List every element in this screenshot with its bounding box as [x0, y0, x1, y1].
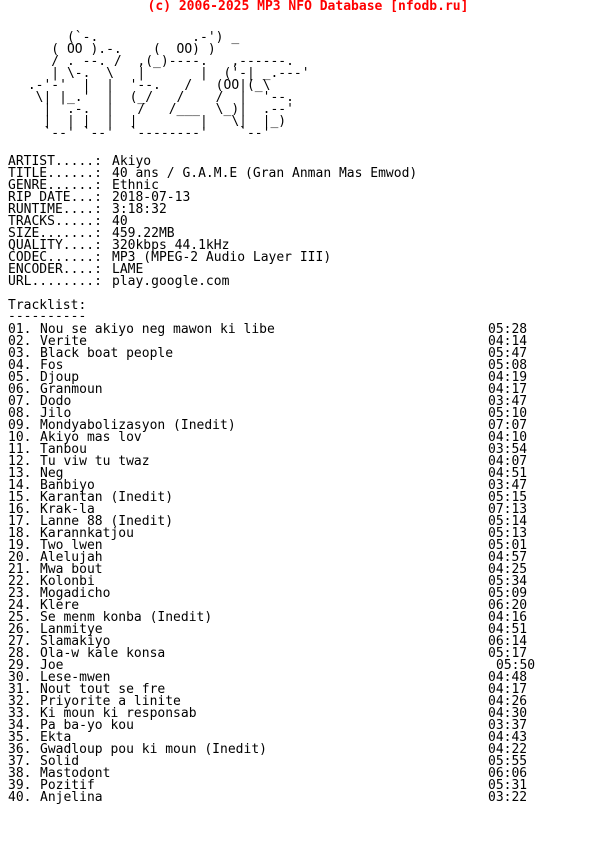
track-title: Alelujah [40, 550, 103, 565]
track-duration: 06:20 [488, 598, 528, 613]
info-key: ARTIST.....: [8, 154, 102, 169]
track-duration: 05:01 [488, 538, 528, 553]
track-duration: 04:51 [488, 466, 528, 481]
track-row [8, 348, 548, 360]
info-key: SIZE.......: [8, 226, 102, 241]
track-number: 08. [8, 406, 32, 421]
info-block [8, 156, 417, 288]
track-title: Slamakiyo [40, 634, 111, 649]
track-row [8, 456, 548, 468]
track-duration: 04:16 [488, 610, 528, 625]
info-value: 40 ans / G.A.M.E (Gran Anman Mas Emwod) [112, 166, 418, 181]
track-title: Banbiyo [40, 478, 95, 493]
track-duration: 04:19 [488, 370, 528, 385]
track-number: 10. [8, 430, 32, 445]
track-duration: 04:14 [488, 334, 528, 349]
track-number: 21. [8, 562, 32, 577]
track-duration: 04:30 [488, 706, 528, 721]
track-title: Mondyabolizasyon (Inedit) [40, 418, 236, 433]
track-row [8, 792, 548, 804]
track-title: Dodo [40, 394, 72, 409]
info-value: 40 [112, 214, 128, 229]
track-title: Nout tout se fre [40, 682, 166, 697]
track-title: Karantan (Inedit) [40, 490, 174, 505]
track-title: Lese-mwen [40, 670, 111, 685]
track-number: 17. [8, 514, 32, 529]
track-duration: 07:13 [488, 502, 528, 517]
track-number: 04. [8, 358, 32, 373]
track-title: Ki moun ki responsab [40, 706, 197, 721]
track-title: Solid [40, 754, 80, 769]
track-number: 39. [8, 778, 32, 793]
track-number: 09. [8, 418, 32, 433]
track-title: Joe [40, 658, 64, 673]
track-duration: 04:48 [488, 670, 528, 685]
track-duration: 04:51 [488, 622, 528, 637]
track-duration: 05:50 [496, 658, 536, 673]
track-duration: 05:09 [488, 586, 528, 601]
track-duration: 04:17 [488, 382, 528, 397]
info-key: ENCODER....: [8, 262, 102, 277]
track-duration: 05:17 [488, 646, 528, 661]
track-number: 37. [8, 754, 32, 769]
track-title: Krak-la [40, 502, 95, 517]
info-key: URL........: [8, 274, 102, 289]
track-number: 11. [8, 442, 32, 457]
info-key: TITLE......: [8, 166, 102, 181]
track-title: Priyorite a linite [40, 694, 181, 709]
track-number: 27. [8, 634, 32, 649]
tracklist [8, 324, 548, 804]
track-number: 03. [8, 346, 32, 361]
track-title: Black boat people [40, 346, 174, 361]
track-duration: 05:15 [488, 490, 528, 505]
info-value: 3:18:32 [112, 202, 167, 217]
track-number: 36. [8, 742, 32, 757]
info-key: GENRE......: [8, 178, 102, 193]
info-value: Ethnic [112, 178, 159, 193]
track-duration: 05:47 [488, 346, 528, 361]
track-title: Fos [40, 358, 64, 373]
track-number: 14. [8, 478, 32, 493]
track-title: Klere [40, 598, 80, 613]
track-duration: 03:47 [488, 394, 528, 409]
track-duration: 05:55 [488, 754, 528, 769]
info-key: RIP DATE...: [8, 190, 102, 205]
track-duration: 04:25 [488, 562, 528, 577]
track-number: 38. [8, 766, 32, 781]
track-title: Granmoun [40, 382, 103, 397]
track-duration: 05:34 [488, 574, 528, 589]
tracklist-divider: ---------- [8, 309, 87, 324]
track-duration: 05:31 [488, 778, 528, 793]
track-number: 28. [8, 646, 32, 661]
track-number: 26. [8, 622, 32, 637]
info-row [8, 276, 417, 288]
track-title: Pozitif [40, 778, 95, 793]
track-number: 02. [8, 334, 32, 349]
track-title: Djoup [40, 370, 80, 385]
track-title: Jilo [40, 406, 72, 421]
track-number: 07. [8, 394, 32, 409]
track-number: 33. [8, 706, 32, 721]
track-title: Pa ba-yo kou [40, 718, 134, 733]
track-duration: 07:07 [488, 418, 528, 433]
nfo-banner: (c) 2006-2025 MP3 NFO Database [nfodb.ru] [147, 0, 469, 14]
track-number: 12. [8, 454, 32, 469]
track-duration: 04:57 [488, 550, 528, 565]
track-row [8, 324, 548, 336]
track-title: Verite [40, 334, 87, 349]
track-title: Mastodont [40, 766, 111, 781]
track-row [8, 432, 548, 444]
info-key: TRACKS.....: [8, 214, 102, 229]
track-number: 31. [8, 682, 32, 697]
track-number: 22. [8, 574, 32, 589]
track-number: 23. [8, 586, 32, 601]
track-number: 15. [8, 490, 32, 505]
info-value: play.google.com [112, 274, 230, 289]
track-number: 29. [8, 658, 32, 673]
track-title: Ekta [40, 730, 72, 745]
track-number: 35. [8, 730, 32, 745]
track-duration: 03:54 [488, 442, 528, 457]
track-duration: 05:13 [488, 526, 528, 541]
track-number: 18. [8, 526, 32, 541]
track-title: Ola-w kale konsa [40, 646, 166, 661]
track-number: 34. [8, 718, 32, 733]
info-value: MP3 (MPEG-2 Audio Layer III) [112, 250, 332, 265]
track-row [8, 360, 548, 372]
track-number: 19. [8, 538, 32, 553]
track-row [8, 588, 548, 600]
track-duration: 06:06 [488, 766, 528, 781]
track-duration: 03:22 [488, 790, 528, 805]
track-duration: 05:10 [488, 406, 528, 421]
track-number: 24. [8, 598, 32, 613]
info-value: Akiyo [112, 154, 152, 169]
track-title: Karannkatjou [40, 526, 134, 541]
track-duration: 03:37 [488, 718, 528, 733]
track-number: 06. [8, 382, 32, 397]
track-title: Nou se akiyo neg mawon ki libe [40, 322, 275, 337]
track-title: Mogadicho [40, 586, 111, 601]
track-row [8, 720, 548, 732]
track-number: 20. [8, 550, 32, 565]
track-duration: 04:22 [488, 742, 528, 757]
track-duration: 03:47 [488, 478, 528, 493]
track-row [8, 384, 548, 396]
track-duration: 06:14 [488, 634, 528, 649]
track-title: Two lwen [40, 538, 103, 553]
track-duration: 05:08 [488, 358, 528, 373]
track-title: Neg [40, 466, 64, 481]
track-number: 16. [8, 502, 32, 517]
track-number: 01. [8, 322, 32, 337]
track-title: Kolonbi [40, 574, 95, 589]
track-number: 40. [8, 790, 32, 805]
track-title: Gwadloup pou ki moun (Inedit) [40, 742, 267, 757]
track-duration: 04:10 [488, 430, 528, 445]
track-row [8, 744, 548, 756]
track-duration: 05:28 [488, 322, 528, 337]
track-title: Mwa bout [40, 562, 103, 577]
track-number: 32. [8, 694, 32, 709]
track-number: 30. [8, 670, 32, 685]
info-value: LAME [112, 262, 144, 277]
track-title: Se menm konba (Inedit) [40, 610, 213, 625]
track-title: Lanmitye [40, 622, 103, 637]
track-duration: 04:07 [488, 454, 528, 469]
track-duration: 05:14 [488, 514, 528, 529]
track-number: 05. [8, 370, 32, 385]
info-key: QUALITY....: [8, 238, 102, 253]
track-row [8, 648, 548, 660]
track-title: Tanbou [40, 442, 87, 457]
track-duration: 04:43 [488, 730, 528, 745]
ascii-logo: (`-. .-') _ ( OO ).-. ( OO) ) / . --. / ,(_)----. ,------. | \-. \ | | ('-| _.---' .-'-' | | '--. / (OO|(_\ \| |_.' | (_/ / / | '--. | .-. | / /___ \_)| .--' | | | | | | \| |_) `--' `--' `--------' `--' [27, 30, 310, 141]
track-title: Lanne 88 (Inedit) [40, 514, 174, 529]
info-key: RUNTIME....: [8, 202, 102, 217]
info-value: 320kbps 44.1kHz [112, 238, 230, 253]
info-key: CODEC......: [8, 250, 102, 265]
track-row [8, 396, 548, 408]
track-number: 13. [8, 466, 32, 481]
track-duration: 04:17 [488, 682, 528, 697]
track-title: Anjelina [40, 790, 103, 805]
track-duration: 04:26 [488, 694, 528, 709]
info-value: 2018-07-13 [112, 190, 191, 205]
track-title: Akiyo mas lov [40, 430, 142, 445]
tracklist-heading: Tracklist: [8, 298, 87, 313]
track-title: Tu viw tu twaz [40, 454, 150, 469]
track-number: 25. [8, 610, 32, 625]
info-value: 459.22MB [112, 226, 175, 241]
